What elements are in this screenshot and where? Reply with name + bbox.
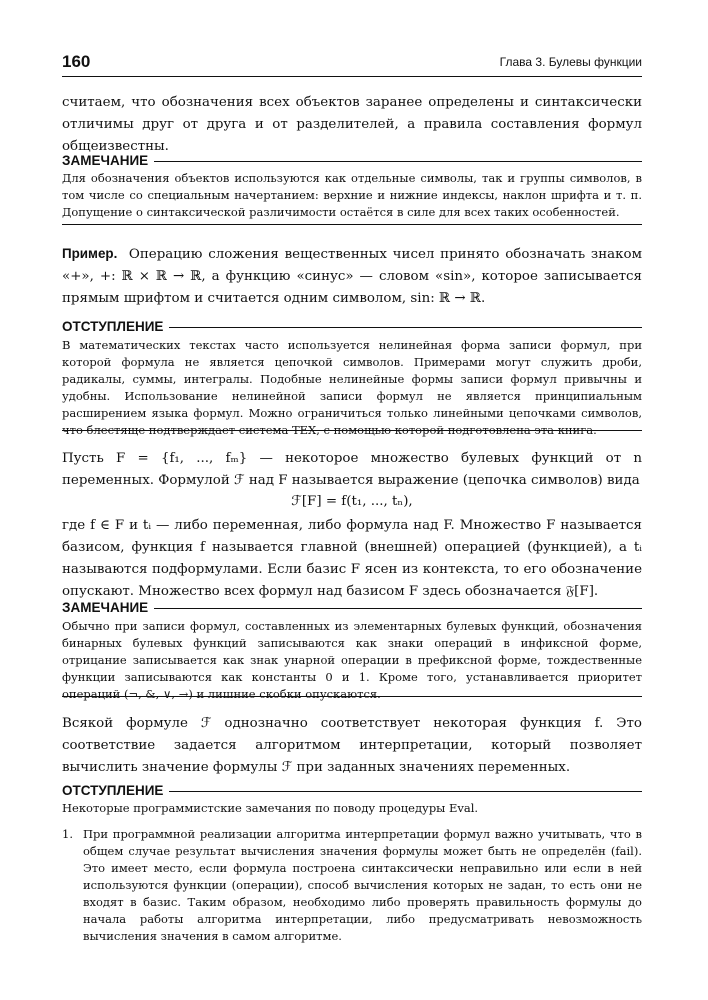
- paragraph-intro: считаем, что обозначения всех объектов заранее определены и синтаксически отличимы друг от друга и от разделителей, а правила составления формул общеизвестны.: [62, 95, 642, 154]
- remark-end-rule: [62, 696, 642, 697]
- digression-heading: [62, 782, 642, 798]
- page-number: 160: [62, 52, 91, 71]
- interpretation-paragraph: Всякой формуле ℱ однозначно соответствует некоторая функция f. Это соответствие задается алгоритмом интерпретации, который позволяет вычислить значение формулы ℱ при заданных значениях переменных.: [62, 716, 642, 775]
- running-chapter-title: Глава 3. Булевы функции: [499, 55, 642, 69]
- remark-text: Для обозначения объектов используются как отдельные символы, так и группы символов, в том числе со специальным начертанием: верхние и нижние индексы, наклон шрифта и т. п. Допущение о синтаксической различимости остаётся в силе для всех таких особенностей.: [62, 171, 642, 219]
- heading-rule: [169, 791, 642, 792]
- digression-text: Некоторые программистские замечания по поводу процедуры Eval.: [62, 801, 479, 815]
- list-item-number: 1.: [62, 827, 73, 841]
- basis-paragraph: где f ∈ F и tᵢ — либо переменная, либо формула над F. Множество F называется базисом, функция f называется главной (внешней) операцией (функцией), а tᵢ называются подформулами. Если базис F ясен из контекста, то его обозначение опускают. Множество всех формул над базисом F здесь обозначается 𝔉[F].: [62, 518, 642, 599]
- heading-rule: [169, 327, 642, 328]
- formula-definition-paragraph: Пусть F = {f₁, ..., fₘ} — некоторое множество булевых функций от n переменных. Формулой ℱ над F называется выражение (цепочка символов) вида: [62, 451, 642, 488]
- digression-end-rule: [62, 430, 642, 431]
- list-item-text: При программной реализации алгоритма интерпретации формул важно учитывать, что в общем случае результат вычисления значения формулы может быть не определён (fail). Это имеет место, если формула построена синтаксически неправильно или если в ней используются функции (операции), способ вычисления которых не задан, то есть они не входят в базис. Таким образом, необходимо либо проверять правильность формулы до начала работы алгоритма интерпретации, либо предусматривать невозможность вычисления значения в самом алгоритме.: [83, 827, 642, 943]
- digression-text: В математических текстах часто используется нелинейная форма записи формул, при которой формула не является цепочкой символов. Примерами могут служить дроби, радикалы, суммы, интегралы. Подобные нелинейные формы записи формул привычны и удобны. Использование нелинейной записи формул не является принципиальным расширением языка формул. Можно ограничиться только линейными цепочками символов, что блестяще подтверждает система TEX, с помощью которой подготовлена эта книга.: [62, 338, 642, 437]
- remark-text: Обычно при записи формул, составленных из элементарных булевых функций, обозначения бинарных булевых функций записываются как знаки операций в инфиксной форме, отрицание записывается как знак унарной операции в префиксной форме, тождественные функции записываются как константы 0 и 1. Кроме того, устанавливается приоритет операций (¬, &, ∨, →) и лишние скобки опускаются.: [62, 619, 642, 701]
- remark-heading: [62, 599, 642, 615]
- example-text: Операцию сложения вещественных чисел принято обозначать знаком «+», +: ℝ × ℝ → ℝ, а функцию «синус» — словом «sin», которое записывается прямым шрифтом и считается одним символом, sin: ℝ → ℝ.: [62, 247, 642, 306]
- digression-label: ОТСТУПЛЕНИЕ: [62, 782, 164, 798]
- example-paragraph: [62, 243, 642, 310]
- remark-end-rule: [62, 224, 642, 225]
- digression-heading: [62, 318, 642, 334]
- heading-rule: [154, 608, 642, 609]
- formula-display: ℱ[F] = f(t₁, ..., tₙ),: [291, 494, 413, 509]
- list-item: [62, 826, 642, 945]
- remark-heading: [62, 152, 642, 168]
- heading-rule: [154, 161, 642, 162]
- digression-label: ОТСТУПЛЕНИЕ: [62, 318, 164, 334]
- remark-label: ЗАМЕЧАНИЕ: [62, 599, 149, 615]
- example-label: Пример.: [62, 246, 118, 261]
- page-header: [62, 52, 642, 77]
- remark-label: ЗАМЕЧАНИЕ: [62, 152, 149, 168]
